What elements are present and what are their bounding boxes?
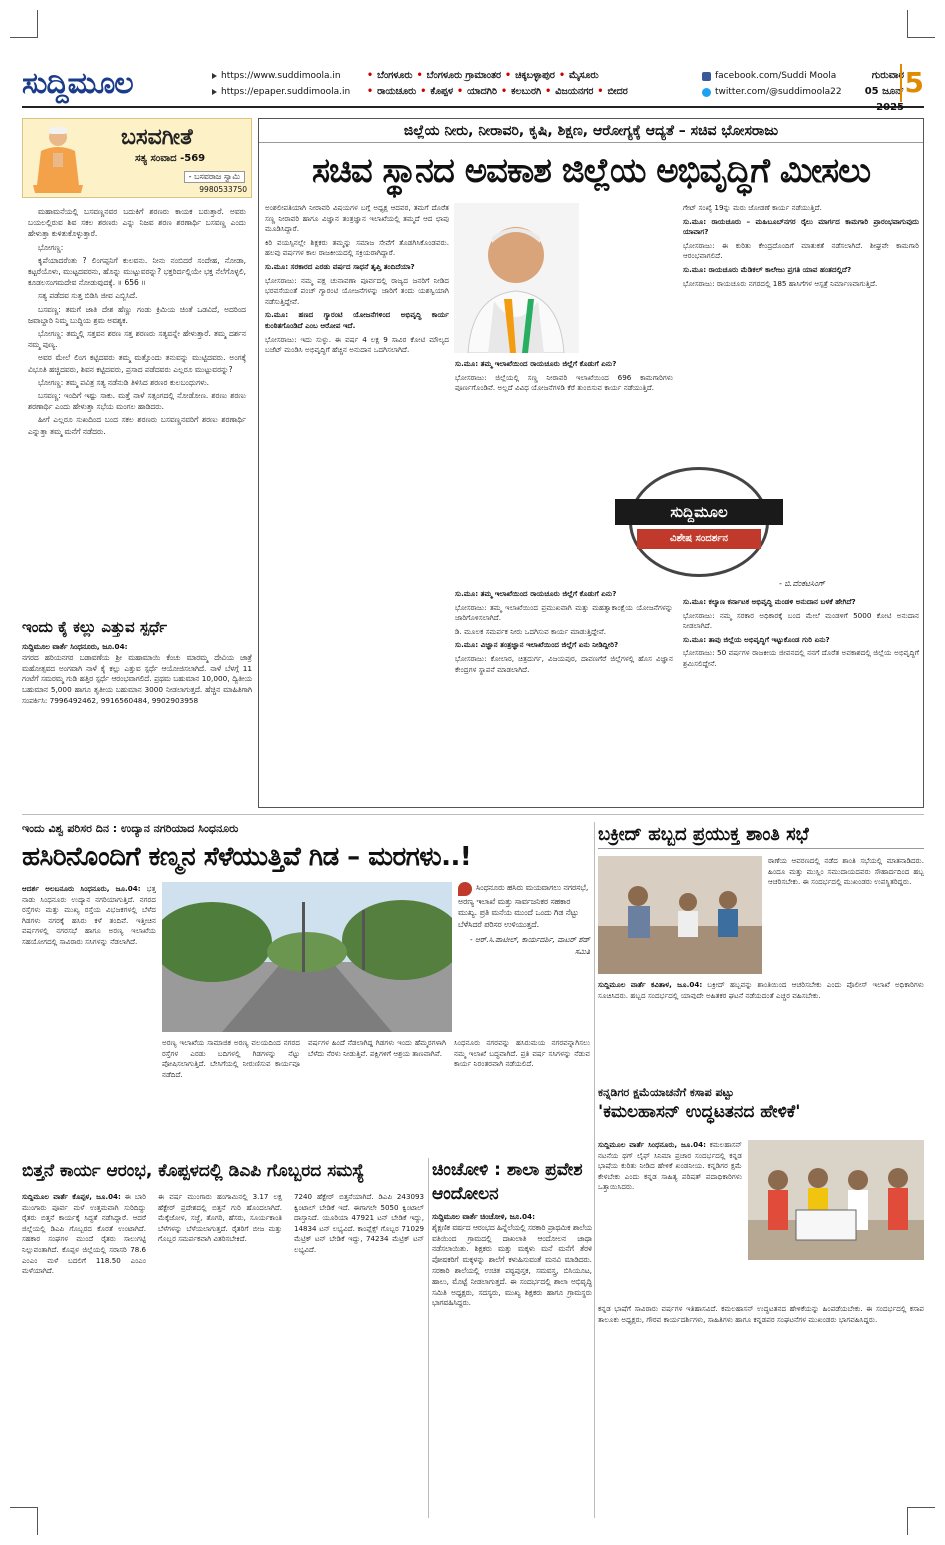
- interview-paragraph: ಭೋಸರಾಜು: ಕೋಲಾರ, ಚಿತ್ರದುರ್ಗ, ವಿಜಯಪುರ, ದಾವಣಗೆರೆ ಜಿಲ್ಲೆಗಳಲ್ಲಿ ಹೊಸ ವಿಜ್ಞಾನ ಕೇಂದ್ರಗಳ ಸ್ಥಾಪನೆ ಮಾಡಲಾಗಿದೆ.: [455, 653, 673, 674]
- interview-paragraph: ಸು.ಮೂ: ಕಲ್ಯಾಣ ಕರ್ನಾಟಕ ಅಭಿವೃದ್ಧಿ ಮಂಡಳಿ ಅನುದಾನ ಬಳಕೆ ಹೇಗಿದೆ?: [683, 597, 856, 606]
- city-edition-link[interactable]: ಕಲಬುರಗಿ: [511, 86, 542, 97]
- basava-paragraph: ಸತ್ಯ ಪಡೆದವ ಸುತ್ತ ಬಿಡಿಸಿ ಜೀವ ಎಬ್ಬಿಸಿದೆ.: [38, 291, 138, 301]
- interview-paragraph: ಸು.ಮೂ: ಸರಕಾರದ ಎರಡು ವರ್ಷದ ಸಾಧನೆ ತೃಪ್ತಿ ತಂದಿದೆಯಾ?: [265, 261, 415, 271]
- twitter-icon: [702, 88, 711, 97]
- interview-column-3: [683, 203, 919, 463]
- city-edition-link[interactable]: ಕೊಪ್ಪಳ: [430, 86, 454, 97]
- twitter-link[interactable]: twitter.com/@suddimoola22: [715, 87, 842, 97]
- sowing-headline: ಬಿತ್ತನೆ ಕಾರ್ಯ ಆರಂಭ, ಕೊಪ್ಪಳದಲ್ಲಿ ಡಿಎಪಿ ಗೊಬ್ಬರದ ಸಮಸ್ಯೆ: [22, 1161, 365, 1181]
- bullet-icon: •: [500, 86, 508, 97]
- peace-meeting-photo: [598, 856, 762, 974]
- env-quote-by: - ಆರ್.ಸಿ.ಪಾಟೀಲ್, ಕಾರ್ಯದರ್ಶಿ, ವಾಟರ್ ಶೆಡ್ ಸಮಿತಿ: [469, 935, 590, 956]
- kamal-headline: 'ಕಮಲಹಾಸನ್ ಉದ್ಧಟತನದ ಹೇಳಿಕೆ': [598, 1102, 801, 1122]
- arrow-icon: [212, 89, 217, 95]
- interview-paragraph: ಸು.ಮೂ: ತಮ್ಮ ಇಲಾಖೆಯಿಂದ ರಾಯಚೂರು ಜಿಲ್ಲೆಗೆ ಕೊಡುಗೆ ಏನು?: [455, 359, 617, 368]
- kamal-kicker: ಕನ್ನಡಿಗರ ಕ್ಷಮೆಯಾಚನೆಗೆ ಕಸಾಪ ಪಟ್ಟು: [598, 1086, 734, 1099]
- sowing-text-1: ಈ ಬಾರಿ ಮುಂಗಾರು ಪೂರ್ವ ಮಳೆ ಉತ್ತಮವಾಗಿ ಸುರಿದಿದ್ದು ರೈತರು ಬಿತ್ತನೆ ಕಾರ್ಯಕ್ಕೆ ಸಿದ್ಧತೆ ನಡೆಸಿದ್ದಾರೆ. ಆದರೆ ಜಿಲ್ಲೆಯಲ್ಲಿ ಡಿಎಪಿ ಗೊಬ್ಬರದ ಕೊರತೆ ಉಂಟಾಗಿದೆ. ಸಹಕಾರ ಸಂಘಗಳ ಮುಂದೆ ರೈತರು ಸಾಲುಗಟ್ಟಿ ನಿಲ್ಲುವಂತಾಗಿದೆ. ಕೊಪ್ಪಳ ಜಿಲ್ಲೆಯಲ್ಲಿ ಸರಾಸರಿ 78.6 ಎಂಎಂ ಮಳೆ ಬದಲಿಗೆ 118.50 ಎಂಎಂ ಮಳೆಯಾಗಿದೆ.: [22, 1192, 146, 1276]
- basava-body: [22, 198, 252, 437]
- bullet-icon: •: [367, 86, 374, 97]
- tree-lined-road-photo: [162, 882, 452, 1032]
- interview-paragraph: ಸು.ಮೂ: ಹಣದ ಗ್ಯಾರಂಟಿ ಯೋಜನೆಗಳಿಂದ ಅಭಿವೃದ್ಧಿ ಕಾರ್ಯ ಕುಂಠಿತಗೊಂಡಿದೆ ಎಂಬ ಆರೋಪ ಇದೆ.: [265, 310, 449, 330]
- interview-column-3b: [683, 597, 919, 801]
- interview-paragraph: ಸು.ಮೂ: ವಿಜ್ಞಾನ ತಂತ್ರಜ್ಞಾನ ಇಲಾಖೆಯಿಂದ ಜಿಲ್ಲೆಗೆ ಏನು ನೀಡಿದ್ದೀರಿ?: [455, 640, 619, 650]
- interview-paragraph: ಸು.ಮೂ: ತಮ್ಮ ಇಲಾಖೆಯಿಂದ ರಾಯಚೂರು ಜಿಲ್ಲೆಗೆ ಕೊಡುಗೆ ಏನು?: [455, 589, 617, 598]
- masthead: [22, 64, 924, 113]
- facebook-link[interactable]: facebook.com/Suddi Moola: [715, 71, 837, 81]
- interview-paragraph: ಭೋಸರಾಜು: ನಮ್ಮ ಪಕ್ಷ ಚುನಾವಣಾ ಪೂರ್ವದಲ್ಲಿ ರಾಜ್ಯದ ಜನರಿಗೆ ನೀಡಿದ ಭರವಸೆಯಂತೆ ಪಂಚ್ ಗ್ಯಾರಂಟಿ ಯೋಜನೆಗಳನ್ನು ಜಾರಿಗೆ ತಂದು ಯಶಸ್ವಿಯಾಗಿ ನಡೆಸುತ್ತಿದ್ದೇವೆ.: [265, 275, 449, 306]
- interview-paragraph: ಸು.ಮೂ: ರಾಯಚೂರು – ಮಹಿಬೂಬ್‌ನಗರ ರೈಲು ಮಾರ್ಗದ ಕಾಮಗಾರಿ ಪ್ರಾರಂಭವಾಗುವುದು ಯಾವಾಗ?: [683, 216, 919, 237]
- kallu-dateline: ಸುದ್ದಿಮೂಲ ವಾರ್ತೆ ಸಿಂಧನೂರು, ಜೂ.04:: [22, 642, 128, 651]
- interview-paragraph: ಗೇಟ್ ಸಂಖ್ಯೆ 19ನ್ನು ಮರು ಜೋಡಣೆ ಕಾರ್ಯ ನಡೆಯುತ್ತಿದೆ.: [683, 203, 822, 212]
- env-quote: [458, 882, 590, 1032]
- city-edition-link[interactable]: ಚಿಕ್ಕಬಳ್ಳಾಪುರ: [515, 70, 555, 81]
- bullet-icon: •: [558, 70, 566, 81]
- kamal-dateline: ಸುದ್ದಿಮೂಲ ವಾರ್ತೆ ಸಿಂಧನೂರು, ಜೂ.04:: [598, 1140, 706, 1149]
- basava-paragraph: ಭೋಗಣ್ಣ:: [38, 242, 64, 252]
- interview-headline: ಸಚಿವ ಸ್ಥಾನದ ಅವಕಾಶ ಜಿಲ್ಲೆಯ ಅಭಿವೃದ್ಧಿಗೆ ಮೀಸಲು: [311, 151, 871, 191]
- basava-subtitle: ಸತ್ಯ ಸಂವಾದ -569: [135, 153, 206, 164]
- interview-paragraph: ಭೋಸರಾಜು: ರಾಯಚೂರು ನಗರದಲ್ಲಿ 185 ಹಾಸಿಗೆಗಳ ಆಸ್ಪತ್ರೆ ನಿರ್ಮಾಣವಾಗುತ್ತಿದೆ.: [683, 278, 878, 288]
- sowing-column-2: ಈ ವರ್ಷ ಮುಂಗಾರು ಹಂಗಾಮಿನಲ್ಲಿ 3.17 ಲಕ್ಷ ಹೆಕ್ಟೇರ್ ಪ್ರದೇಶದಲ್ಲಿ ಬಿತ್ತನೆ ಗುರಿ ಹೊಂದಲಾಗಿದೆ. ಮೆಕ್ಕೆಜೋಳ, ಸಜ್ಜೆ, ತೊಗರಿ, ಹೆಸರು, ಸೂರ್ಯಕಾಂತಿ ಬೆಳೆಗಳನ್ನು ಬೆಳೆಯಲಾಗುತ್ತದೆ. ರೈತರಿಗೆ ಬೀಜ ಮತ್ತು ಗೊಬ್ಬರ ಸಮರ್ಪಕವಾಗಿ ವಿತರಿಸಬೇಕಿದೆ.: [158, 1192, 282, 1244]
- env-dateline: ಆದರ್ಶ ಅಲಬನೂರು ಸಿಂಧನೂರು, ಜೂ.04:: [22, 884, 141, 893]
- issue-date: [842, 68, 904, 116]
- newspaper-logo: ಸುದ್ದಿಮೂಲ: [22, 66, 133, 101]
- arrow-icon: [212, 73, 217, 79]
- basava-paragraph: ಭೋಗಣ್ಣ: ತಮ್ಮ ಪವಿತ್ರ ಸತ್ಯ ನಡೆನುಡಿ ತಿಳಿಸಿದ ಶರಣರ ಕುಲಬಂಧುಗಳು.: [38, 377, 209, 387]
- basava-header: [22, 118, 252, 198]
- site-links: [212, 68, 350, 100]
- bakrid-dateline: ಸುದ್ದಿಮೂಲ ವಾರ್ತೆ ಕವಿತಾಳ, ಜೂ.04:: [598, 980, 703, 989]
- interview-paragraph: ಡಿ. ಮೂಲಕ ಸಮರ್ಪಕ ನೀರು ಒದಗಿಸುವ ಕಾರ್ಯ ಮಾಡುತ್ತಿದ್ದೇವೆ.: [455, 626, 607, 636]
- city-edition-link[interactable]: ಯಾದಗಿರಿ: [467, 86, 497, 97]
- school-body: ಶೈಕ್ಷಣಿಕ ವರ್ಷದ ಆರಂಭದ ಹಿನ್ನೆಲೆಯಲ್ಲಿ ಸರಕಾರಿ ಪ್ರಾಥಮಿಕ ಶಾಲೆಯ ವತಿಯಿಂದ ಗ್ರಾಮದಲ್ಲಿ ದಾಖಲಾತಿ ಆಂದೋಲನ ಜಾಥಾ ನಡೆಸಲಾಯಿತು. ಶಿಕ್ಷಕರು ಮತ್ತು ಮಕ್ಕಳು ಮನೆ ಮನೆಗೆ ತೆರಳಿ ಪೋಷಕರಿಗೆ ಮಕ್ಕಳನ್ನು ಶಾಲೆಗೆ ಕಳುಹಿಸುವಂತೆ ಮನವಿ ಮಾಡಿದರು. ಸರಕಾರಿ ಶಾಲೆಯಲ್ಲಿ ಉಚಿತ ಪಠ್ಯಪುಸ್ತಕ, ಸಮವಸ್ತ್ರ, ಬಿಸಿಯೂಟ, ಹಾಲು, ಮೊಟ್ಟೆ ನೀಡಲಾಗುತ್ತದೆ. ಈ ಸಂದರ್ಭದಲ್ಲಿ ಶಾಲಾ ಅಭಿವೃದ್ಧಿ ಸಮಿತಿ ಅಧ್ಯಕ್ಷರು, ಸದಸ್ಯರು, ಮುಖ್ಯ ಶಿಕ್ಷಕರು ಹಾಗೂ ಗ್ರಾಮಸ್ಥರು ಭಾಗವಹಿಸಿದ್ದರು.: [432, 1222, 592, 1308]
- kallu-body: ನಗರದ ಹರಿಯನಗರ ಬಡಾವಣೆಯ ಶ್ರೀ ಮಹಾಮಾಯಿ ಕೆಂಚು ಮಾರಮ್ಮ ದೇವಿಯ ಜಾತ್ರೆ ಮಹೋತ್ಸವದ ಅಂಗವಾಗಿ ನಾಳೆ ಕೈ ಕಲ್ಲು ಎತ್ತುವ ಸ್ಪರ್ಧೆ ಆಯೋಜಿಸಲಾಗಿದೆ. ನಾಳೆ ಬೆಳಗ್ಗೆ 11 ಗಂಟೆಗೆ ಸಮರಮ್ಮ ಗುಡಿ ಹತ್ತಿರ ಸ್ಪರ್ಧೆ ಆರಂಭವಾಗಲಿದೆ. ಪ್ರಥಮ ಬಹುಮಾನ 10,000, ದ್ವಿತೀಯ ಬಹುಮಾನ 5,000 ಹಾಗೂ ತೃತೀಯ ಬಹುಮಾನ 3000 ನೀಡಲಾಗುತ್ತದೆ. ಹೆಚ್ಚಿನ ಮಾಹಿತಿಗಾಗಿ ಸಂಪರ್ಕಿಸಿ: 7996492462, 9916560484, 9902903958: [22, 652, 252, 705]
- issue-date-text: 05 ಜೂನ್ 2025: [864, 86, 904, 113]
- interview-column-2a: [455, 359, 673, 459]
- env-column-2: ಅರಣ್ಯ ಇಲಾಖೆಯ ಸಾಮಾಜಿಕ ಅರಣ್ಯ ವಲಯದಿಂದ ನಗರದ ರಸ್ತೆಗಳ ಎರಡು ಬದಿಗಳಲ್ಲಿ ಗಿಡಗಳನ್ನು ನೆಟ್ಟು ಪೋಷಿಸಲಾಗುತ್ತಿದೆ. ಬೇಸಿಗೆಯಲ್ಲಿ ನೀರುಣಿಸುವ ಕಾರ್ಯವೂ ನಡೆದಿದೆ.: [162, 1038, 300, 1079]
- bakrid-headline: ಬಕ್ರೀದ್ ಹಬ್ಬದ ಪ್ರಯುಕ್ತ ಶಾಂತಿ ಸಭೆ: [598, 822, 924, 849]
- kallu-story: [22, 616, 252, 816]
- social-links: [702, 68, 842, 100]
- basava-paragraph: ಹೀಗೆ ಎಲ್ಲರೂ ಸುಖದಿಂದ ಬಂದ ಸಕಲ ಶರಣರು ಬಸವಣ್ಣನವರಿಗೆ ಶರಣು ಶರಣಾರ್ಥಿ ಎನ್ನುತ್ತಾ ತಮ್ಮ ಮನೆಗೆ ನಡೆದರು.: [28, 415, 246, 436]
- city-edition-link[interactable]: ಬೆಂಗಳೂರು: [377, 70, 413, 81]
- kamal-story: [598, 1086, 924, 1516]
- sowing-dateline: ಸುದ್ದಿಮೂಲ ವಾರ್ತೆ ಕೊಪ್ಪಳ, ಜೂ.04:: [22, 1192, 121, 1201]
- basava-phone: 9980533750: [199, 185, 247, 194]
- school-headline: ಚಿಂಚೋಳಿ : ಶಾಲಾ ಪ್ರವೇಶ ಆಂದೋಲನ: [432, 1160, 583, 1204]
- city-edition-link[interactable]: ಮೈಸೂರು: [569, 70, 599, 81]
- issue-day: ಗುರುವಾರ: [871, 70, 904, 81]
- interview-paragraph: ಭೋಸರಾಜು: ಇದು ಸುಳ್ಳು. ಈ ವರ್ಷ 4 ಲಕ್ಷ 9 ಸಾವಿರ ಕೋಟಿ ಮೌಲ್ಯದ ಬಜೆಟ್ ಮಂಡಿಸಿ ಅಭಿವೃದ್ಧಿಗೆ ಹೆಚ್ಚಿನ ಅನುದಾನ ಒದಗಿಸಲಾಗಿದೆ.: [265, 334, 449, 355]
- bullet-icon: •: [545, 86, 552, 97]
- bakrid-story: [598, 822, 924, 1092]
- env-quote-text: ಸಿಂಧನೂರು ಹಸಿರು ಮಯವಾಗಲು ನಗರಸಭೆ, ಅರಣ್ಯ ಇಲಾಖೆ ಮತ್ತು ಸಾರ್ವಜನಿಕರ ಸಹಕಾರ ಮುಖ್ಯ. ಪ್ರತಿ ಮನೆಯ ಮುಂದೆ ಒಂದು ಗಿಡ ನೆಟ್ಟು ಬೆಳೆಸಿದರೆ ಪರಿಸರ ಉಳಿಯುತ್ತದೆ.: [458, 883, 589, 929]
- interview-paragraph: ಭೋಸರಾಜು: ಜಿಲ್ಲೆಯಲ್ಲಿ ಸಣ್ಣ ನೀರಾವರಿ ಇಲಾಖೆಯಿಂದ 696 ಕಾಮಗಾರಿಗಳು ಪೂರ್ಣಗೊಂಡಿವೆ. ಅಲ್ಲದೆ ವಿವಿಧ ಯೋಜನೆಗಳಡಿ ಕೆರೆ ತುಂಬಿಸುವ ಕಾರ್ಯ ನಡೆಯುತ್ತಿದೆ.: [455, 372, 673, 393]
- basava-title: ಬಸವಗೀತೆ: [121, 125, 193, 150]
- basava-paragraph: ಬಸವಣ್ಣ: ಇಂದಿಗೆ ಇಷ್ಟು ಸಾಕು. ಮತ್ತೆ ನಾಳೆ ಸತ್ಸಂಗದಲ್ಲಿ ನೋಡೋಣ. ಶರಣು ಶರಣು ಶರಣಾರ್ಥಿ ಎಂದು ಹೇಳುತ್ತಾ ಸಭೆಯ ಮಂಗಲ ಹಾಡಿದರು.: [28, 391, 246, 412]
- env-column-1: [22, 884, 156, 1144]
- kamal-body-1: [598, 1140, 742, 1300]
- kallu-headline: ಇಂದು ಕೈ ಕಲ್ಲು ಎತ್ತುವ ಸ್ಪರ್ಧೆ: [22, 618, 168, 636]
- facebook-icon: [702, 72, 711, 81]
- env-kicker: ಇಂದು ವಿಶ್ವ ಪರಿಸರ ದಿನ : ಉದ್ಯಾನ ನಗರಿಯಾದ ಸಿಂಧನೂರು: [22, 822, 239, 835]
- interview-paragraph: ಅಂಶಲೀಪತಿಯಾಗಿ ನೀರಾವರಿ ವಿಷಯಗಳ ಬಗ್ಗೆ ಅಧ್ಯಕ್ಷ ಆದವರ, ತಮಗೆ ದೊರೆತ ಸಣ್ಣ ನೀರಾವರಿ ಹಾಗೂ ವಿಜ್ಞಾನ ತಂತ್ರಜ್ಞಾನ ಇಲಾಖೆಯಲ್ಲಿ ತಮ್ಮದೆ ಆದ ಛಾಪು ಮೂಡಿಸಿದ್ದಾರೆ.: [265, 203, 449, 234]
- interview-paragraph: ಭೋಸರಾಜು: ಈ ಕುರಿತು ಕೇಂದ್ರದೊಂದಿಗೆ ಮಾತುಕತೆ ನಡೆಸಲಾಗಿದೆ. ಶೀಘ್ರವೇ ಕಾಮಗಾರಿ ಆರಂಭವಾಗಲಿದೆ.: [683, 240, 919, 261]
- kamal-body-2: ಕನ್ನಡ ಭಾಷೆಗೆ ಸಾವಿರಾರು ವರ್ಷಗಳ ಇತಿಹಾಸವಿದೆ. ಕಮಲಹಾಸನ್ ಉದ್ಧಟತನದ ಹೇಳಿಕೆಯನ್ನು ಹಿಂಪಡೆಯಬೇಕು. ಈ ಸಂದರ್ಭದಲ್ಲಿ ಕಸಾಪ ತಾಲೂಕು ಅಧ್ಯಕ್ಷರು, ಗೌರವ ಕಾರ್ಯದರ್ಶಿಗಳು, ಸಾಹಿತಿಗಳು ಹಾಗೂ ಕನ್ನಡಪರ ಸಂಘಟನೆಗಳ ಮುಖಂಡರು ಭಾಗವಹಿಸಿದ್ದರು.: [598, 1304, 924, 1324]
- interview-kicker: ಜಿಲ್ಲೆಯ ನೀರು, ನೀರಾವರಿ, ಕೃಷಿ, ಶಿಕ್ಷಣ, ಆರೋಗ್ಯಕ್ಕೆ ಆದ್ಯತೆ – ಸಚಿವ ಭೋಸರಾಜು: [259, 119, 923, 143]
- sowing-column-1: [22, 1192, 146, 1512]
- special-interview-badge: [615, 467, 783, 577]
- crop-mark: [10, 10, 38, 38]
- city-edition-link[interactable]: ರಾಯಚೂರು: [377, 86, 417, 97]
- city-edition-link[interactable]: ಬೆಂಗಳೂರು ಗ್ರಾಮಾಂತರ: [426, 70, 501, 81]
- interview-byline: - ಬಿ.ವೆಂಕಟಸಿಂಗ್: [779, 579, 825, 588]
- interview-column-2b: [455, 589, 673, 799]
- basava-paragraph: ಭೋಗಣ್ಣ: ತಮ್ಮಲ್ಲಿ ಸತ್ತವನ ಶರಣ ಸತ್ತ ಶರಣರು ಸತ್ಯವನ್ನೇ ಹೇಳುತ್ತಾರೆ. ತಮ್ಮ ದರ್ಶನ ನಮ್ಮ ಪುಣ್ಯ.: [28, 329, 246, 350]
- interview-story: [258, 118, 924, 808]
- bullet-icon: •: [416, 70, 423, 81]
- website-link[interactable]: https://www.suddimoola.in: [221, 71, 341, 81]
- crop-mark: [907, 10, 935, 38]
- basava-paragraph: ಮಹಾಮನೆಯಲ್ಲಿ ಬಸವಣ್ಣನವರ ಬದುಕಿಗೆ ಶರಣರು ಕಾಯಕ ಬರುತ್ತಾರೆ. ಅವರು ಬಯಲಲ್ಲಿರುವ ಶಿವ ಸಕಲ ಶರಣರು ಎನ್ನು ನಿಜವ ಶರಣ ಶರಣಾರ್ಥಿ ಬಸವಣ್ಣ ಎಂದು ಹೇಳುತ್ತಾ ಕುಳಿತುಕೊಳ್ಳುತ್ತಾರೆ.: [28, 207, 246, 239]
- bullet-icon: •: [457, 86, 464, 97]
- school-dateline: ಸುದ್ದಿಮೂಲ ವಾರ್ತೆ ಚಿಂಚೋಳಿ, ಜೂ.04:: [432, 1212, 536, 1221]
- bullet-icon: •: [505, 70, 512, 81]
- page-number: 5: [900, 64, 924, 102]
- badge-title: ಸುದ್ದಿಮೂಲ: [615, 499, 783, 525]
- interview-paragraph: ಸು.ಮೂ: ತಾವು ಜಿಲ್ಲೆಯ ಅಭಿವೃದ್ಧಿಗೆ ಇಟ್ಟುಕೊಂಡ ಗುರಿ ಏನು?: [683, 634, 830, 644]
- bullet-icon: •: [367, 70, 374, 81]
- environment-story: [22, 822, 590, 1152]
- interview-paragraph: ಕಿರಿ ವಯಸ್ಸಿನಲ್ಲೇ ಶಿಕ್ಷಕರು ತಮ್ಮನ್ನು ಸಮಾಜ ಸೇವೆಗೆ ತೊಡಗಿಸಿಕೊಂಡವರು. ಹಲವು ವರ್ಷಗಳ ಕಾಲ ರಾಜಕೀಯದಲ್ಲಿ ಸಕ್ರಿಯರಾಗಿದ್ದಾರೆ.: [265, 237, 449, 258]
- env-text-1: ಭತ್ತ ನಾಡು ಸಿಂಧನೂರು ಉದ್ಯಾನ ನಗರಿಯಾಗುತ್ತಿದೆ. ನಗರದ ರಸ್ತೆಗಳು ಮತ್ತು ಮುಖ್ಯ ರಸ್ತೆಯ ವಿಭಜಕಗಳಲ್ಲಿ ಬೆಳೆದ ಗಿಡಗಳು ನಗರಕ್ಕೆ ಹಸಿರು ಕಳೆ ತಂದಿವೆ. ಇತ್ತೀಚಿನ ವರ್ಷಗಳಲ್ಲಿ ನಗರಸಭೆ ಹಾಗೂ ಅರಣ್ಯ ಇಲಾಖೆಯ ಸಹಯೋಗದಲ್ಲಿ ಸಾವಿರಾರು ಸಸಿಗಳನ್ನು ನೆಡಲಾಗಿದೆ.: [22, 884, 156, 946]
- env-headline: ಹಸಿರಿನೊಂದಿಗೆ ಕಣ್ಮನ ಸೆಳೆಯುತ್ತಿವೆ ಗಿಡ – ಮರಗಳು..!: [22, 842, 472, 872]
- city-edition-link[interactable]: ಬೀದರ: [607, 86, 628, 97]
- interview-paragraph: ಭೋಸರಾಜು: ನಮ್ಮ ಸರಕಾರ ಅಧಿಕಾರಕ್ಕೆ ಬಂದ ಮೇಲೆ ಮಂಡಳಿಗೆ 5000 ಕೋಟಿ ಅನುದಾನ ನೀಡಲಾಗಿದೆ.: [683, 610, 919, 631]
- quote-icon: [458, 882, 472, 896]
- basava-paragraph: ಕೃಪೆಯಾದರೆಂತು ? ಲಿಂಗಪ್ಪನಿಗೆ ಕುಲವನು. ನೀನು ನಂಬಿದರೆ ಸಂದೇಹ, ನೋಡಾ, ಕಟ್ಟರೆಯೊಳು, ಮುಟ್ಟದವರನು, ಹೊನ್ನು ಮುಟ್ಟುವರನ್ನು? ಭಕ್ತರಿರ್ದಲ್ಲಿಯೇ ಭಕ್ತ ನೆಲೆಗೊಳ್ಳಲಿ, ಕೂಡಲಸಂಗಮದೇವ ನೋಡುವುದಕ್ಕೆ. ॥ 656 ॥: [28, 255, 246, 288]
- interview-paragraph: ಭೋಸರಾಜು: 50 ವರ್ಷಗಳ ರಾಜಕೀಯ ಜೀವನದಲ್ಲಿ ನನಗೆ ದೊರೆತ ಅವಕಾಶದಲ್ಲಿ ಜಿಲ್ಲೆಯ ಅಭಿವೃದ್ಧಿಗೆ ಶ್ರಮಿಸಲಿದ್ದೇನೆ.: [683, 648, 919, 668]
- env-column-3: ವರ್ಷಗಳ ಹಿಂದೆ ನೆಡಲಾಗಿದ್ದ ಗಿಡಗಳು ಇಂದು ಹೆಮ್ಮರಗಳಾಗಿ ಬೆಳೆದು ನೆರಳು ನೀಡುತ್ತಿವೆ. ಪಕ್ಷಿಗಳಿಗೆ ಆಶ್ರಯ ತಾಣವಾಗಿವೆ.: [308, 1038, 446, 1058]
- city-editions: [367, 68, 697, 100]
- column-divider: [428, 1158, 429, 1518]
- interview-column-1: [265, 203, 449, 803]
- bullet-icon: •: [420, 86, 427, 97]
- sowing-story: [22, 1158, 424, 1518]
- bakrid-body-2: [598, 980, 924, 1080]
- minister-photo: [454, 203, 579, 353]
- bakrid-body-1: ಠಾಣೆಯ ಆವರಣದಲ್ಲಿ ನಡೆದ ಶಾಂತಿ ಸಭೆಯಲ್ಲಿ ಮಾತನಾಡಿದರು. ಹಿಂದೂ ಮತ್ತು ಮುಸ್ಲಿಂ ಸಮುದಾಯದವರು ಸೌಹಾರ್ದದಿಂದ ಹಬ್ಬ ಆಚರಿಸಬೇಕು. ಈ ಸಂದರ್ಭದಲ್ಲಿ ಮುಖಂಡರು ಉಪಸ್ಥಿತರಿದ್ದರು.: [768, 856, 924, 887]
- sowing-column-3: 7240 ಹೆಕ್ಟೇರ್ ಬಿತ್ತನೆಯಾಗಿದೆ. ಡಿಎಪಿ 243093 ಕ್ವಿಂಟಾಲ್ ಬೇಡಿಕೆ ಇದೆ. ಈಗಾಗಲೇ 5050 ಕ್ವಿಂಟಾಲ್ ದಾಸ್ತಾನಿದೆ. ಯೂರಿಯಾ 47921 ಟನ್ ಬೇಡಿಕೆ ಇದ್ದು, 14834 ಟನ್ ಲಭ್ಯವಿದೆ. ಕಾಂಪ್ಲೆಕ್ಸ್ ಗೊಬ್ಬರ 71029 ಮೆಟ್ರಿಕ್ ಟನ್ ಬೇಡಿಕೆ ಇದ್ದು, 74234 ಮೆಟ್ರಿಕ್ ಟನ್ ಲಭ್ಯವಿದೆ.: [294, 1192, 424, 1254]
- city-edition-link[interactable]: ವಿಜಯನಗರ: [555, 86, 594, 97]
- epaper-link[interactable]: https://epaper.suddimoola.in: [221, 87, 351, 97]
- interview-paragraph: ಸು.ಮೂ: ರಾಯಚೂರು ಮೆಡಿಕಲ್ ಕಾಲೇಜು ಪ್ರಗತಿ ಯಾವ ಹಂತದಲ್ಲಿದೆ?: [683, 264, 852, 274]
- interview-paragraph: ಭೋಸರಾಜು: ತಮ್ಮ ಇಲಾಖೆಯಿಂದ ಪ್ರಮುಖವಾಗಿ ಮತ್ತು ಮಹತ್ವಾಕಾಂಕ್ಷೆಯ ಯೋಜನೆಗಳನ್ನು ಜಾರಿಗೊಳಿಸಲಾಗಿದೆ.: [455, 602, 673, 623]
- bakrid-text: ಬಕ್ರೀದ್ ಹಬ್ಬವನ್ನು ಶಾಂತಿಯಿಂದ ಆಚರಿಸಬೇಕು ಎಂದು ಪೊಲೀಸ್ ಇಲಾಖೆ ಅಧಿಕಾರಿಗಳು ಸೂಚಿಸಿದರು. ಹಬ್ಬದ ಸಂದರ್ಭದಲ್ಲಿ ಯಾವುದೇ ಅಹಿತಕರ ಘಟನೆ ನಡೆಯದಂತೆ ಎಚ್ಚರ ವಹಿಸಬೇಕು.: [598, 980, 924, 1000]
- kamal-text-1: ಕಮಲಹಾಸನ್ ನಟನೆಯ ಥಗ್ ಲೈಫ್ ಸಿನಿಮಾ ಪ್ರಚಾರ ಸಂದರ್ಭದಲ್ಲಿ ಕನ್ನಡ ಭಾಷೆಯ ಕುರಿತು ನೀಡಿದ ಹೇಳಿಕೆ ಖಂಡನೀಯ. ಕನ್ನಡಿಗರ ಕ್ಷಮೆ ಕೇಳಬೇಕು ಎಂದು ಕನ್ನಡ ಸಾಹಿತ್ಯ ಪರಿಷತ್ ಪದಾಧಿಕಾರಿಗಳು ಒತ್ತಾಯಿಸಿದರು.: [598, 1140, 742, 1192]
- basava-paragraph: ಬಸವಣ್ಣ: ತಮಗೆ ಜಾತಿ ದೇಶ ಹೆಣ್ಣು ಗಂಡು ಕ್ರಿಮಿಯ ಚಿಂತೆ ಒಡವಿದೆ, ಅದರಿಂದ ಜವಾಬ್ದಾರಿ ನಿಮ್ಮ ಬುದ್ಧಿಯ ಶ್ರಮ ಅವಶ್ಯಕ.: [28, 304, 246, 325]
- env-column-4: ಸಿಂಧನೂರು ನಗರವನ್ನು ಹಸಿರುಮಯ ನಗರವನ್ನಾಗಿಸಲು ನಮ್ಮ ಇಲಾಖೆ ಬದ್ಧವಾಗಿದೆ. ಪ್ರತಿ ವರ್ಷ ಸಸಿಗಳನ್ನು ನೆಡುವ ಕಾರ್ಯ ನಿರಂತರವಾಗಿ ನಡೆಯಲಿದೆ.: [454, 1038, 590, 1069]
- bullet-icon: •: [597, 86, 604, 97]
- badge-subtitle: ವಿಶೇಷ ಸಂದರ್ಶನ: [637, 529, 761, 549]
- basava-author: - ಬಸವರಾಜ ಸ್ವಾಮಿ: [184, 171, 245, 183]
- kasapa-protest-photo: [748, 1140, 924, 1260]
- basava-paragraph: ಅವರ ಮೇಲೆ ಲಿಂಗ ಕಟ್ಟಿದವರು ತಮ್ಮ ಮತ್ತೊಂದು ತನುವನ್ನು ಮುಟ್ಟಿದವರು. ಅಂಗಕ್ಕೆ ವಿಭೂತಿ ಹಚ್ಚಿದವರು, ಶಿವನ ಕಟ್ಟಿದವರು, ಪ್ರಸಾದ ಪಡೆದವರು ಎಲ್ಲರೂ ಮುಟ್ಟುವರನ್ನು?: [28, 353, 246, 374]
- saint-illustration: [29, 123, 87, 195]
- column-divider: [594, 822, 595, 1518]
- school-admission-story: [432, 1158, 592, 1518]
- section-divider: [22, 814, 924, 815]
